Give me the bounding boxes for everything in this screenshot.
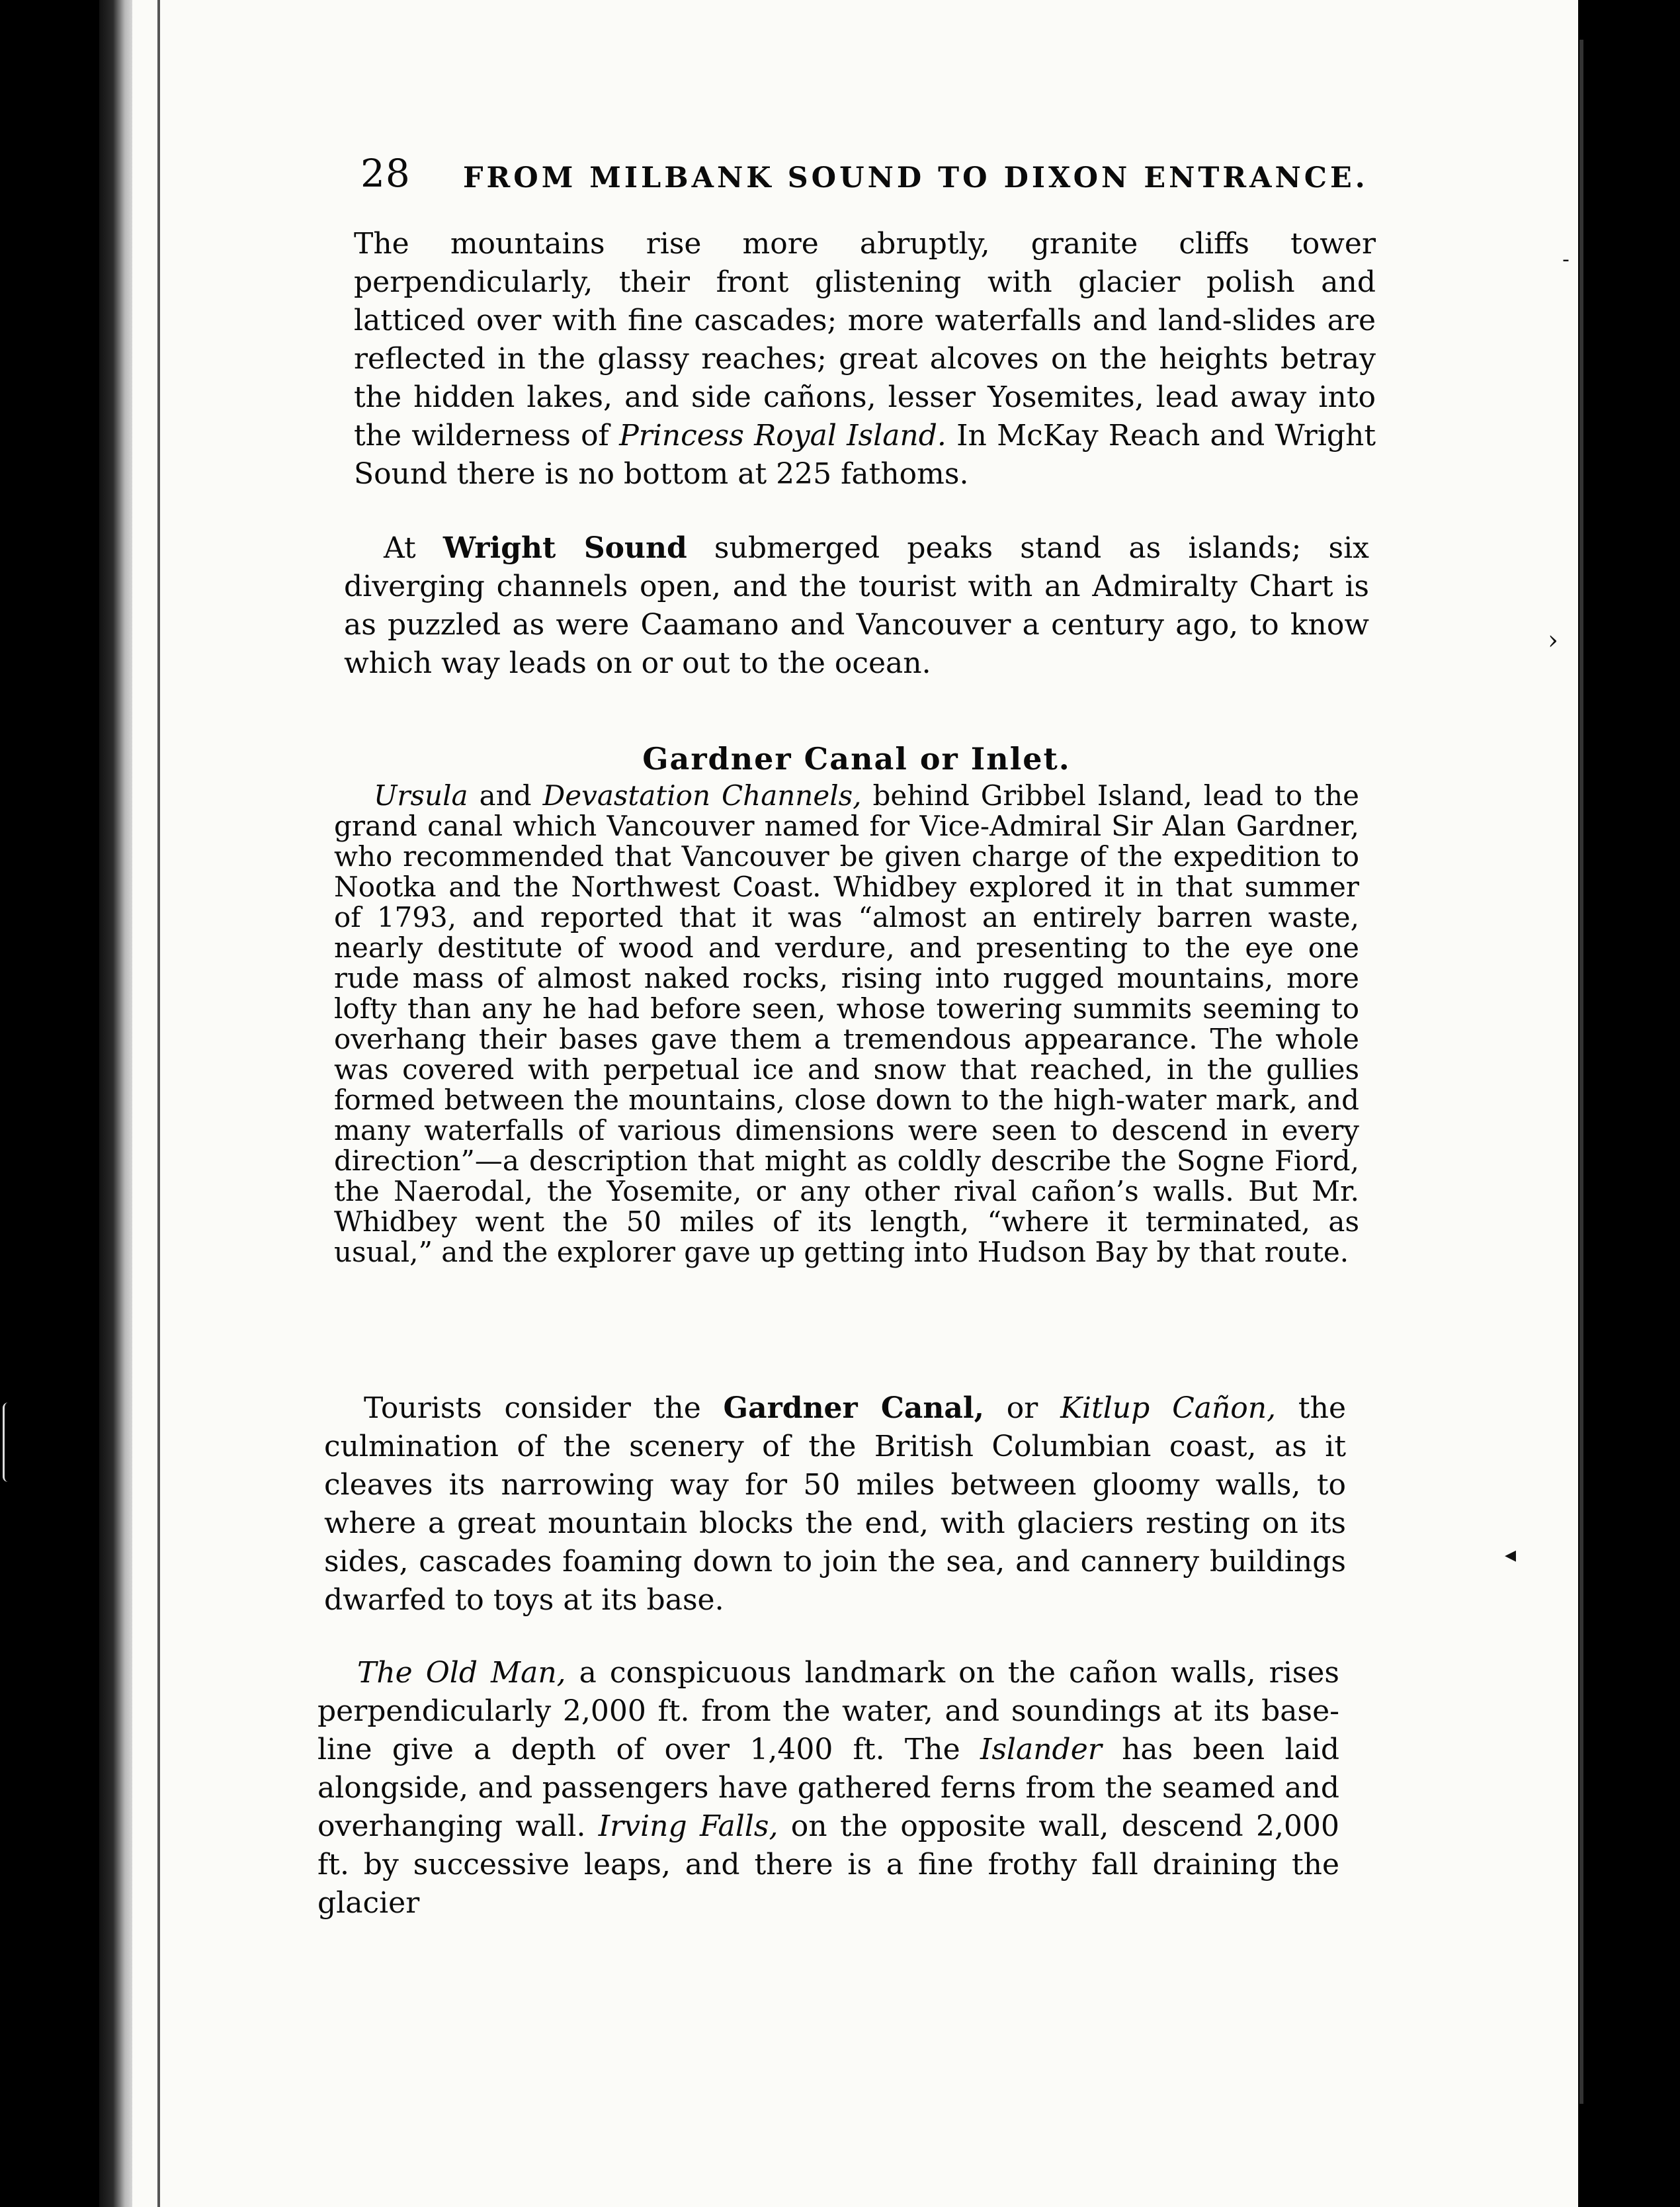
text-run: or <box>984 1391 1061 1425</box>
text-run: The mountains rise more abruptly, granite cliffs tower perpendicularly, their front glistening with glacier polish and latticed over with fine cascades; more waterfalls and land-slides are reflected in the glassy reaches; great alcoves on the heights betray the hidden lakes, and side cañons, lesser Yosemites, lead away into the wilderness of <box>354 227 1376 453</box>
right-page-edge <box>1578 0 1680 2207</box>
text-run: has been laid alongside, and passengers have gathered ferns from the seamed and overhanging wall. <box>317 1733 1339 1843</box>
text-run: Tourists consider the <box>364 1391 724 1425</box>
text-run: on the opposite wall, descend 2,000 ft. by successive leaps, and there is a fine frothy fall draining the glacier <box>317 1809 1339 1920</box>
text-run: a conspicuous landmark on the cañon walls, rises perpendicularly 2,000 ft. from the water, and soundings at its base-line give a depth of over 1,400 ft. The <box>317 1656 1339 1766</box>
margin-mark: ˗ <box>1562 246 1570 273</box>
paragraph-tourists <box>324 1389 1346 1620</box>
running-head: FROM MILBANK SOUND TO DIXON ENTRANCE. <box>463 161 1368 195</box>
place-name-bold: Wright Sound <box>442 531 687 565</box>
text-run: and <box>468 779 543 812</box>
paragraph-ursula-channels <box>334 781 1359 1268</box>
margin-mark: › <box>1548 625 1558 656</box>
paragraph-old-man <box>317 1654 1339 1923</box>
ship-name-italic: Islander <box>980 1733 1102 1766</box>
binding-gutter-line <box>157 0 160 2207</box>
text-run: In McKay Reach and Wright Sound there is no bottom at 225 fathoms. <box>354 419 1376 491</box>
text-run: At <box>384 531 443 565</box>
text-run: submerged peaks stand as islands; six diverging channels open, and the tourist with an Admiralty Chart is as puzzled as were Caamano and Vancouver a century ago, to know which way leads on or out to the ocean. <box>344 531 1369 680</box>
landmark-name-italic: The Old Man, <box>357 1656 566 1690</box>
section-heading: Gardner Canal or Inlet. <box>642 741 1071 777</box>
page-header <box>360 151 1392 210</box>
place-name-italic: Devastation Channels, <box>542 779 862 812</box>
place-name-bold: Gardner Canal, <box>723 1391 984 1425</box>
place-name-italic: Irving Falls, <box>598 1809 778 1843</box>
place-name-italic: Princess Royal Island. <box>619 419 946 453</box>
right-leaf-edge <box>1579 40 1583 2104</box>
scan-edge-mark <box>3 1403 14 1482</box>
text-run: behind Gribbel Island, lead to the grand canal which Vancouver named for Vice-Admiral Sir Alan Gardner, who recommended that Vancouver be given charge of the expedition to Nootka and the Northwest Coast. Whidbey explored it in that summer of 1793, and reported that it was “almost an entirely barren waste, nearly destitute of wood and verdure, and presenting to the eye one rude mass of almost naked rocks, rising into rugged mountains, more lofty than any he had before seen, whose towering summits seeming to overhang their bases gave them a tremendous appearance. The whole was covered with perpetual ice and snow that reached, in the gullies formed between the mountains, close down to the high-water mark, and many waterfalls of various dimensions were seen to descend in every direction”—a description that might as coldly describe the Sogne Fiord, the Naerodal, the Yosemite, or any other rival cañon’s walls. But Mr. Whidbey went the 50 miles of its length, “where it terminated, as usual,” and the explorer gave up getting into Hudson Bay by that route. <box>334 779 1359 1268</box>
text-run: the culmination of the scenery of the British Columbian coast, as it cleaves its narrowing way for 50 miles between gloomy walls, to where a great mountain blocks the end, with glaciers resting on its sides, cascades foaming down to join the sea, and cannery buildings dwarfed to toys at its base. <box>324 1391 1346 1617</box>
place-name-italic: Kitlup Cañon, <box>1060 1391 1277 1425</box>
margin-mark: ◂ <box>1505 1541 1517 1568</box>
place-name-italic: Ursula <box>374 779 468 812</box>
paragraph-mountains <box>354 225 1376 494</box>
paragraph-wright-sound <box>344 529 1369 683</box>
page-number: 28 <box>360 151 411 196</box>
